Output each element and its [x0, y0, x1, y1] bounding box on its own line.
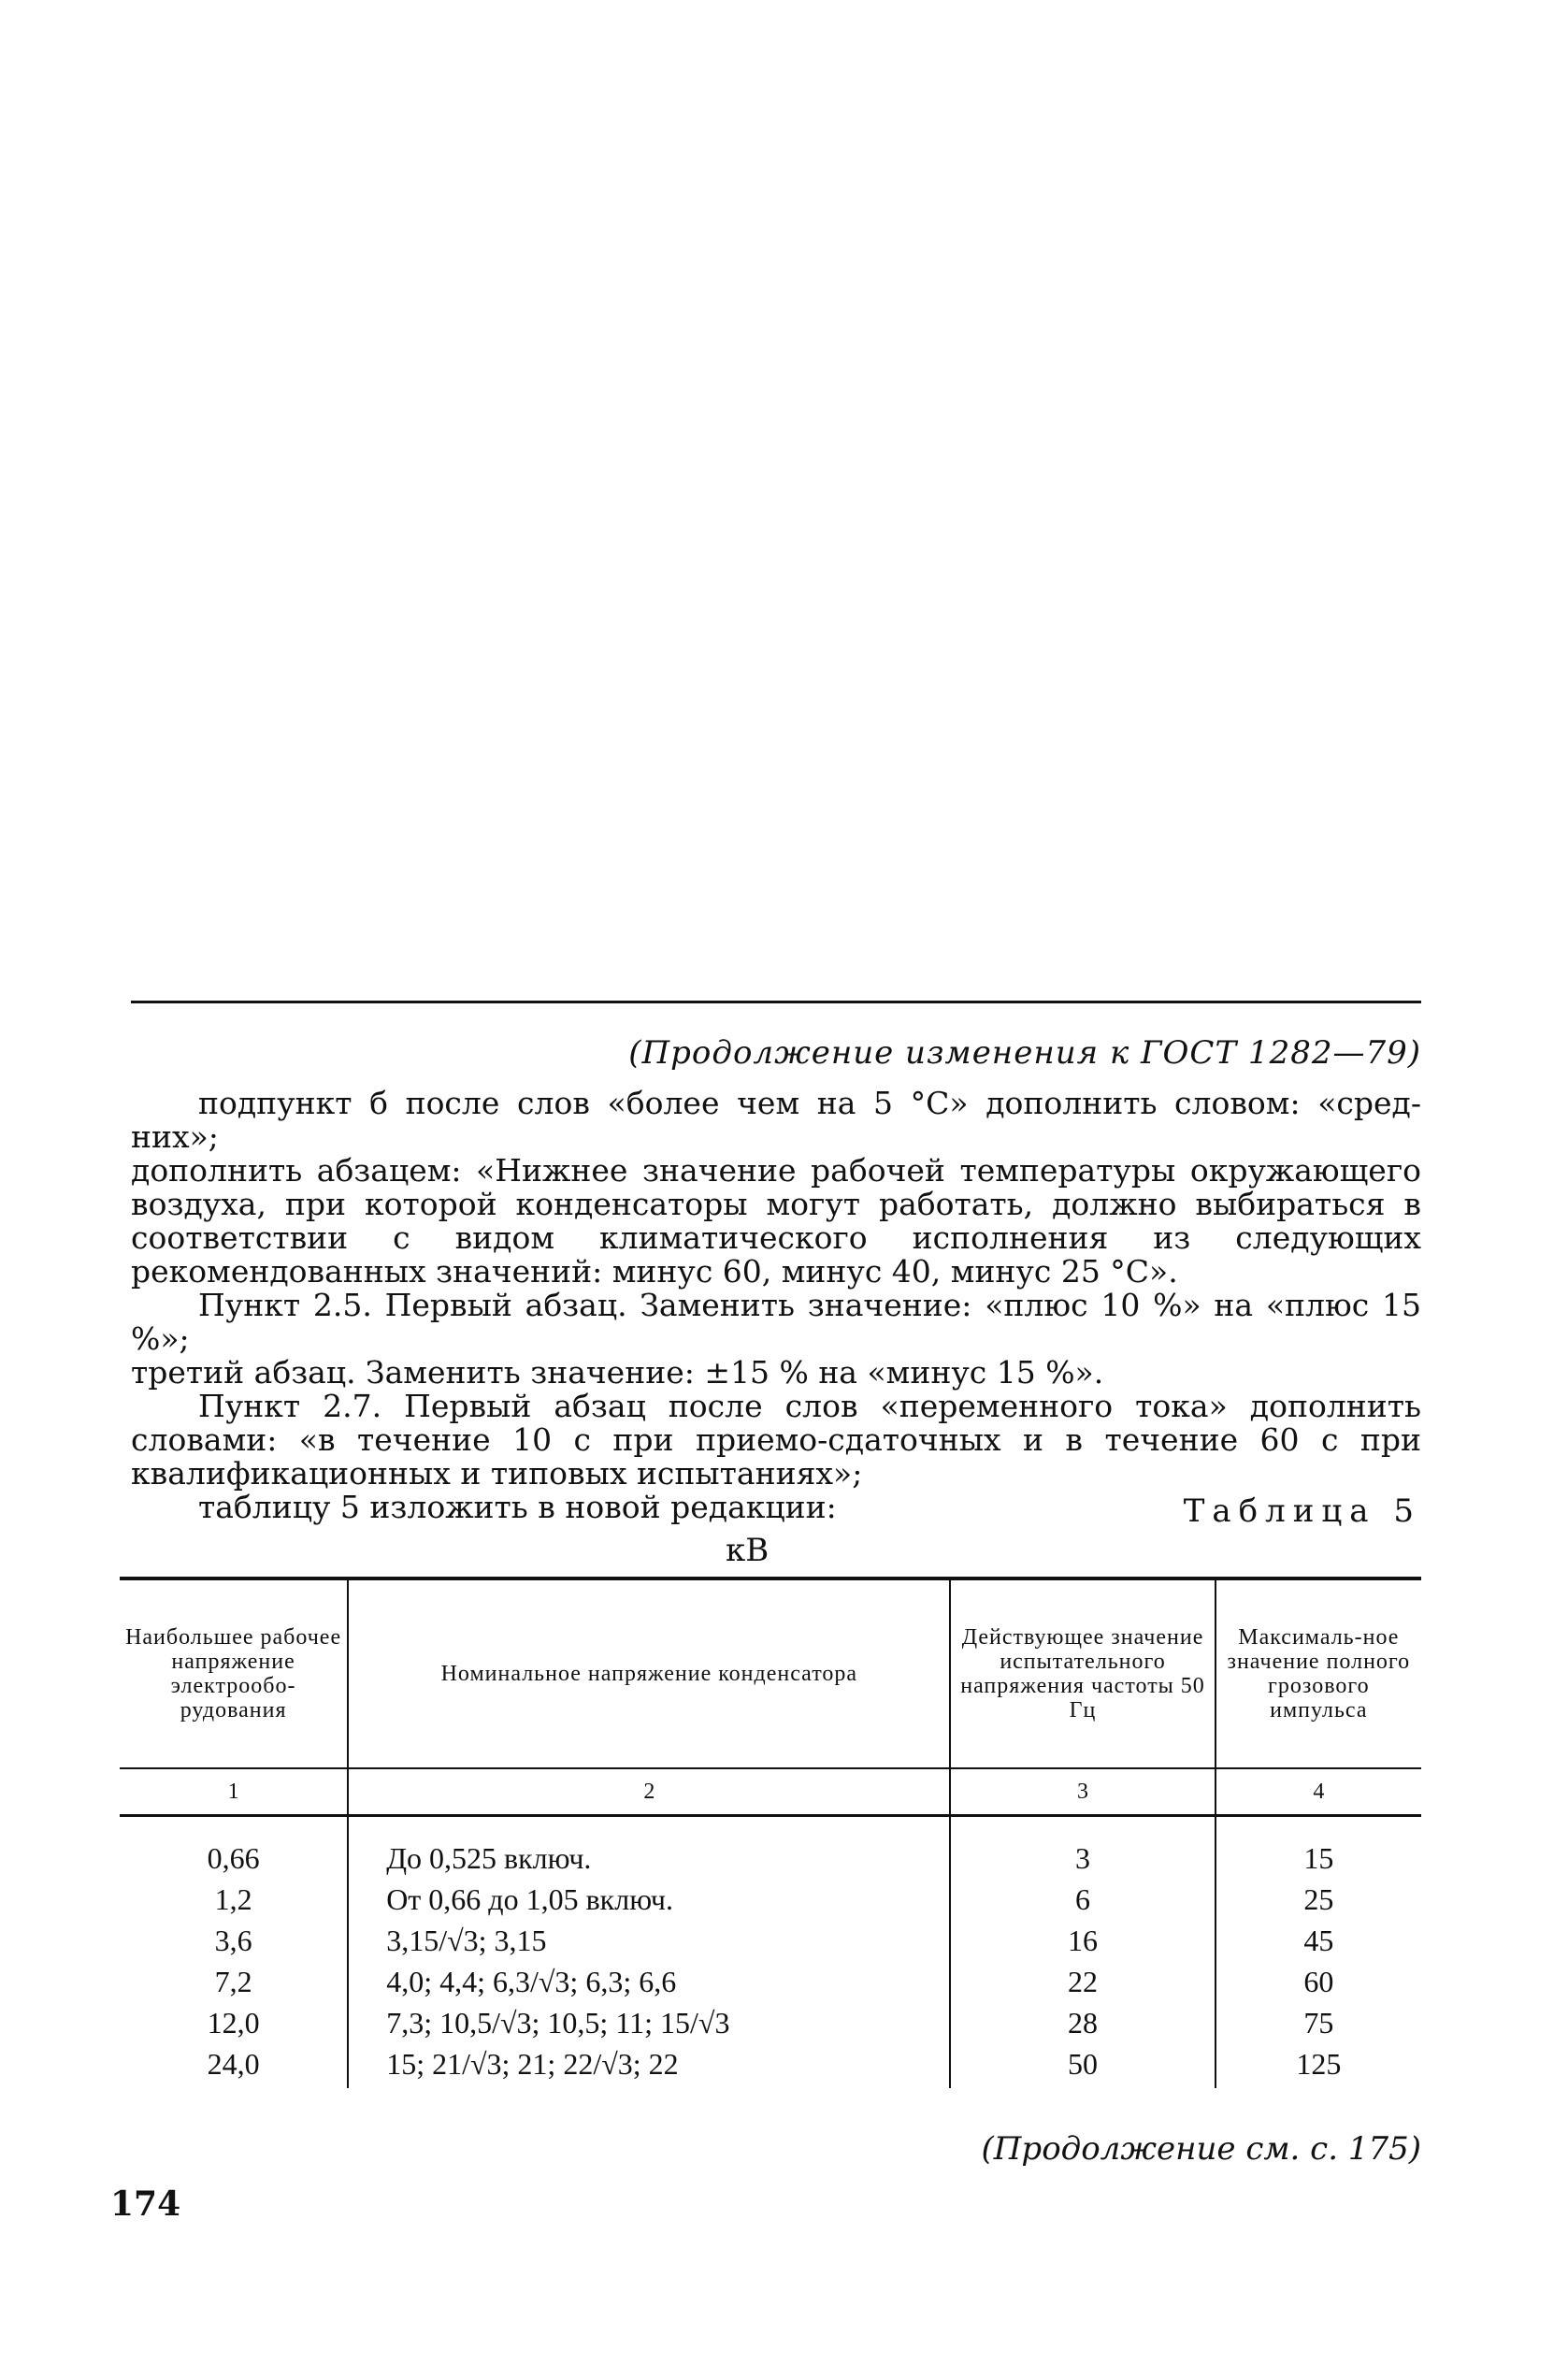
column-number-row [120, 1768, 1421, 1816]
cell-test-voltage: 50 [950, 2047, 1215, 2088]
cell-nominal-voltage [348, 2006, 950, 2047]
table-5 [120, 1577, 1421, 2088]
cell-max-voltage: 12,0 [207, 2006, 260, 2040]
table-row [120, 1882, 1421, 1924]
cell-impulse: 75 [1216, 2006, 1421, 2047]
cell-test-voltage: 16 [950, 1924, 1215, 1965]
paragraph: Пункт 2.5. Первый абзац. Заменить значение: «плюс 10 %» на «плюс 15 %»; [131, 1287, 1421, 1357]
cell-impulse: 15 [1216, 1816, 1421, 1883]
column-number: 4 [1216, 1768, 1421, 1816]
continuation-header: (Продолжение изменения к ГОСТ 1282—79) [628, 1034, 1421, 1072]
header-cell: Наибольшее рабочее напряжение электрообо-рудования [120, 1578, 348, 1768]
page-number: 174 [110, 2184, 181, 2224]
column-number: 3 [950, 1768, 1215, 1816]
cell-text: 15; 21/√3; 21; 22/√3; 22 [386, 2047, 679, 2081]
table-row [120, 1924, 1421, 1965]
top-rule [131, 1001, 1421, 1003]
column-number: 1 [120, 1768, 348, 1816]
table-row [120, 1965, 1421, 2006]
cell-test-voltage: 3 [950, 1816, 1215, 1883]
header-cell: Максималь-ное значение полного грозового импульса [1216, 1578, 1421, 1768]
table-unit: кВ [726, 1532, 770, 1569]
cell-nominal-voltage [348, 1882, 950, 1924]
paragraph: подпункт б после слов «более чем на 5 °С» дополнить словом: «сред-них»; [131, 1085, 1421, 1155]
cell-nominal-voltage [348, 2047, 950, 2088]
cell-nominal-voltage [348, 1924, 950, 1965]
cell-text: 3,15/√3; 3,15 [386, 1924, 547, 1957]
table-row [120, 1816, 1421, 1883]
paragraph: третий абзац. Заменить значение: ±15 % на «минус 15 %». [131, 1354, 1104, 1391]
column-number: 2 [348, 1768, 950, 1816]
cell-nominal-voltage [348, 1816, 950, 1883]
cell-test-voltage: 28 [950, 2006, 1215, 2047]
cell-nominal-voltage [348, 1965, 950, 2006]
cell-text: 7,3; 10,5/√3; 10,5; 11; 15/√3 [386, 2006, 730, 2040]
cell-impulse: 45 [1216, 1924, 1421, 1965]
cell-text: От 0,66 до 1,05 включ. [386, 1882, 673, 1916]
cell-max-voltage: 3,6 [214, 1924, 252, 1957]
continuation-footer: (Продолжение см. с. 175) [981, 2130, 1421, 2168]
paragraph: дополнить абзацем: «Нижнее значение рабочей температуры окружающего воздуха, при которой конденсаторы могут работать, должно выбираться в соответствии с видом климатического исполнения из следующих рекомендованных значений: минус 60, минус 40, минус 25 °С». [131, 1152, 1421, 1290]
header-cell: Номинальное напряжение конденсатора [348, 1578, 950, 1768]
cell-impulse: 25 [1216, 1882, 1421, 1924]
table-header-row [120, 1578, 1421, 1768]
paragraph: Пункт 2.7. Первый абзац после слов «переменного тока» дополнить словами: «в течение 10 с при приемо-сдаточных и в течение 60 с при квалификационных и типовых испытаниях»; [131, 1388, 1421, 1492]
header-cell: Действующее значение испытательного напряжения частоты 50 Гц [950, 1578, 1215, 1768]
cell-test-voltage: 22 [950, 1965, 1215, 2006]
cell-test-voltage: 6 [950, 1882, 1215, 1924]
cell-max-voltage: 0,66 [207, 1841, 260, 1875]
table-row [120, 2006, 1421, 2047]
paragraph: таблицу 5 изложить в новой редакции: [198, 1489, 837, 1525]
cell-max-voltage: 24,0 [207, 2047, 260, 2081]
cell-max-voltage: 1,2 [214, 1882, 252, 1916]
cell-impulse: 60 [1216, 1965, 1421, 2006]
cell-text: До 0,525 включ. [386, 1841, 592, 1875]
table-title: Таблица 5 [1183, 1492, 1421, 1530]
cell-text: 4,0; 4,4; 6,3/√3; 6,3; 6,6 [386, 1965, 677, 1998]
table-row [120, 2047, 1421, 2088]
body-text [131, 1087, 1421, 1524]
cell-impulse: 125 [1216, 2047, 1421, 2088]
cell-max-voltage: 7,2 [214, 1965, 252, 1998]
